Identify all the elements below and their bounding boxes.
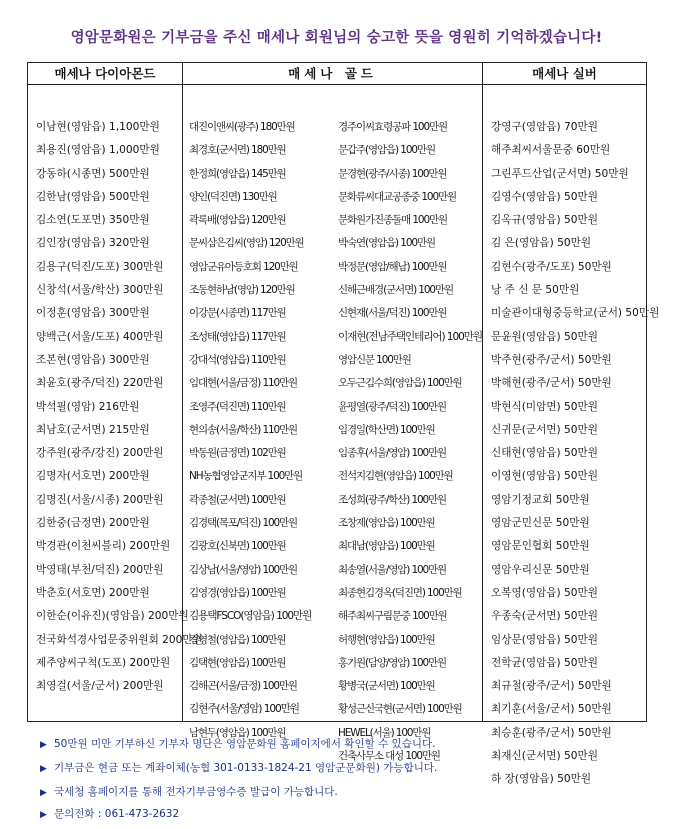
donor-entry: 우종숙(군서면) 50만원 [491, 610, 598, 623]
donor-entry: 김현수(광주/도포) 50만원 [491, 260, 612, 273]
donor-entry: 신현재(서울/덕진) 100만원 [338, 307, 447, 320]
donor-entry: 해주최씨구림문중 100만원 [338, 610, 447, 623]
donor-entry: 임상문(영암읍) 50만원 [491, 633, 598, 646]
triangle-bullet-icon: ▶ [40, 810, 47, 820]
silver-column [483, 63, 660, 786]
donor-entry: 최기훈(서울/군서) 50만원 [491, 703, 612, 716]
donor-entry: 이재현(전남주택인테리어) 100만원 [338, 330, 482, 343]
donor-entry: 영암신문 100만원 [338, 353, 411, 366]
donor-entry: 오복영(영암읍) 50만원 [491, 586, 598, 599]
donor-entry: 황병국(군서면) 100만원 [338, 680, 435, 693]
donor-entry: 김명진(서울/시종) 200만원 [36, 493, 164, 506]
donor-entry: 강동하(시종면) 500만원 [36, 167, 150, 180]
donor-entry: 김소연(도포면) 350만원 [36, 214, 150, 227]
donor-entry: 박석필(영암) 216만원 [36, 400, 140, 413]
donor-entry: 허행현(영암읍) 100만원 [338, 633, 435, 646]
donor-entry: 박춘호(서호면) 200만원 [36, 586, 150, 599]
donor-entry: 최경호(군서면) 180만원 [189, 144, 286, 157]
donor-entry: 황성근신국현(군서면) 100만원 [338, 703, 462, 716]
footnote-text: 기부금은 현금 또는 계좌이체(농협 301-0133-1824-21 영암군문화원) 가능합니다. [54, 762, 438, 774]
donor-entry: 강영구(영암읍) 70만원 [491, 121, 598, 133]
donor-entry: 문화류씨대교공종중 100만원 [338, 190, 457, 203]
donor-entry: 김인장(영암읍) 320만원 [36, 237, 150, 250]
donor-entry: 문씨삼은김씨(영암) 120만원 [189, 237, 304, 250]
donor-entry: 영암우리신문 50만원 [491, 563, 590, 576]
donor-entry: 신창석(서울/학산) 300만원 [36, 284, 164, 297]
donor-entry: 이한순(이유진)(영암읍) 200만원 [36, 610, 189, 623]
donor-entry: 최남호(군서면) 215만원 [36, 423, 150, 436]
donor-entry: 양인(덕진면) 130만원 [189, 190, 277, 203]
donor-entry: 김광호(신북면) 100만원 [189, 540, 286, 553]
donor-entry: 신태현(영암읍) 50만원 [491, 447, 598, 460]
footnote-text: 50만원 미만 기부하신 기부자 명단은 영암문화원 홈페이지에서 확인할 수 있습니다. [54, 738, 436, 750]
donor-entry: 조본현(영암읍) 300만원 [36, 353, 150, 366]
donor-entry: 박현식(미암면) 50만원 [491, 400, 598, 413]
silver-column-title: 매세나 실버 [483, 63, 646, 85]
donor-entry: 이영현(영암읍) 50만원 [491, 470, 598, 483]
donor-entry: 곽록배(영암읍) 120만원 [189, 214, 286, 227]
donor-entry: 낭 주 신 문 50만원 [491, 284, 580, 297]
donor-entry: 제주양씨구척(도포) 200만원 [36, 656, 171, 669]
donor-entry: 박숙연(영암읍) 100만원 [338, 237, 435, 250]
footnote-3 [40, 784, 660, 799]
donor-entry: 박경관(이천씨블리) 200만원 [36, 540, 171, 553]
donor-entry: 양백근(서울/도포) 400만원 [36, 330, 164, 343]
gold-column-title: 매세나 골드 [183, 63, 482, 85]
donor-entry: 강대석(영암읍) 110만원 [189, 353, 286, 366]
donor-entry: 임종후(서울/영암) 100만원 [338, 447, 447, 460]
donor-entry: NH농협영암군지부 100만원 [189, 470, 303, 483]
donor-entry: 임대현(서울/금정) 110만원 [189, 377, 298, 390]
donor-entry: 전국화석경사업문중위원회 200만원 [36, 633, 203, 646]
donor-entry: 김명자(서호면) 200만원 [36, 470, 150, 483]
donor-entry: 박동원(금정면) 102만원 [189, 447, 286, 460]
donor-entry: 최윤호(광주/덕진) 220만원 [36, 377, 164, 390]
gold-donor-list-right [332, 85, 482, 763]
triangle-bullet-icon: ▶ [40, 788, 47, 798]
triangle-bullet-icon: ▶ [40, 740, 47, 750]
donor-entry: HEWEL(서울) 100만원 [338, 726, 431, 739]
donor-entry: 전학균(영암읍) 50만원 [491, 656, 598, 669]
donor-entry: 조성태(영암읍) 117만원 [189, 330, 286, 343]
donor-entry: 박영태(부천/덕진) 200만원 [36, 563, 164, 576]
donor-entry: 하 장(영암읍) 50만원 [491, 773, 592, 786]
donor-entry: 강주원(광주/강진) 200만원 [36, 447, 164, 460]
donor-entry: 김해곤(서울/금정) 100만원 [189, 680, 297, 693]
footnote-4 [40, 806, 660, 821]
donor-entry: 김 은(영암읍) 50만원 [491, 237, 592, 250]
donor-entry: 영암기정교회 50만원 [491, 493, 590, 506]
donor-entry: 김상남(서울/영암) 100만원 [189, 563, 298, 576]
donor-entry: 조창제(영암읍) 100만원 [338, 517, 435, 530]
donor-entry: 영암문인협회 50만원 [491, 540, 590, 553]
donor-entry: 영암군유아등호회 120만원 [189, 260, 298, 273]
donor-entry: 김영수(영암읍) 50만원 [491, 190, 598, 203]
donor-entry: 신해근배경(군서면) 100만원 [338, 284, 454, 297]
donor-entry: 김현주(서울/영암) 100만원 [189, 703, 299, 716]
donor-entry: 최규철(광주/군서) 50만원 [491, 680, 612, 693]
donor-entry: 박정문(영암/해남) 100만원 [338, 260, 447, 273]
donor-entry: 영암군민신문 50만원 [491, 517, 590, 530]
donor-entry: 김영철(영암읍) 100만원 [189, 633, 286, 646]
donor-entry: 김경택(목포/덕진) 100만원 [189, 517, 298, 530]
donor-entry: 문경현(광주/시종) 100만원 [338, 167, 447, 180]
donor-entry: 최영걸(서울/군서) 200만원 [36, 680, 164, 693]
donor-entry: 한정희(영암읍) 145만원 [189, 167, 286, 180]
donor-entry: 김옥규(영암읍) 50만원 [491, 214, 598, 227]
donor-entry: 문갑주(영암읍) 100만원 [338, 144, 435, 157]
donor-entry: 김한남(영암읍) 500만원 [36, 190, 150, 203]
donor-entry: 최송열(서울/영암) 100만원 [338, 563, 447, 576]
donor-entry: 이정훈(영암읍) 300만원 [36, 307, 150, 320]
donor-entry: 해주최씨서울문중 60만원 [491, 144, 611, 157]
donor-entry: 건축사무소 대성 100만원 [338, 750, 440, 763]
donor-entry: 문화원가진종돌매 100만원 [338, 214, 448, 227]
donor-entry: 전석지김현(영암읍) 100만원 [338, 470, 453, 483]
page-headline: 영암문화원은 기부금을 주신 매세나 회원님의 숭고한 뜻을 영원히 기억하겠습니다! [70, 30, 603, 46]
donor-entry: 윤평열(광주/덕진) 100만원 [338, 400, 447, 413]
donor-entry: 문윤원(영암읍) 50만원 [491, 330, 598, 343]
diamond-donor-list [28, 85, 203, 721]
donor-entry: 신귀문(군서면) 50만원 [491, 423, 598, 436]
donor-entry: 최승훈(광주/군서) 50만원 [491, 726, 612, 739]
donor-entry: 박해현(광주/군서) 50만원 [491, 377, 612, 390]
silver-donor-list [483, 85, 660, 786]
donor-entry: 대진이앤씨(광주) 180만원 [189, 121, 295, 133]
donor-entry: 조성희(광주/학산) 100만원 [338, 493, 447, 506]
donor-entry: 조동현하남(영암) 120만원 [189, 284, 295, 297]
donor-entry: 최재신(군서면) 50만원 [491, 750, 598, 763]
triangle-bullet-icon: ▶ [40, 764, 47, 774]
donor-entry: 이강문(시종면) 117만원 [189, 307, 286, 320]
donor-entry: 미술관이대형중등학교(군서) 50만원 [491, 307, 660, 320]
donor-entry: 김용구(덕진/도포) 300만원 [36, 260, 164, 273]
gold-donor-list-left [183, 85, 332, 739]
donor-entry: 김택현(영암읍) 100만원 [189, 656, 286, 669]
diamond-column-title: 매세나 다이아몬드 [28, 63, 182, 85]
donor-entry: 남현두(영암읍) 100만원 [189, 726, 286, 739]
donor-entry: 오두근김수희(영암읍) 100만원 [338, 377, 462, 390]
donor-entry: 홍기원(담양/영암) 100만원 [338, 656, 447, 669]
donor-entry: 조영주(덕진면) 110만원 [189, 400, 286, 413]
footnote-text: 국세청 홈페이지를 통해 전자기부금영수증 발급이 가능합니다. [54, 786, 338, 798]
diamond-column [28, 63, 203, 721]
donor-entry: 박주현(광주/군서) 50만원 [491, 353, 612, 366]
donor-entry: 김한중(금정면) 200만원 [36, 517, 150, 530]
donor-entry: 이남현(영암읍) 1,100만원 [36, 121, 160, 133]
footnote-1 [40, 736, 660, 751]
donor-entry: 최종현김경옥(덕진면) 100만원 [338, 586, 462, 599]
donor-entry: 김용택FSCO(영암읍) 100만원 [189, 610, 312, 623]
donor-entry: 곽종철(군서면) 100만원 [189, 493, 286, 506]
footnote-text: 문의전화 : 061-473-2632 [54, 808, 180, 820]
donor-entry: 그린푸드산업(군서면) 50만원 [491, 167, 629, 180]
donor-entry: 경주이씨효령공파 100만원 [338, 121, 448, 133]
donor-entry: 임경일(학산면) 100만원 [338, 423, 435, 436]
donor-entry: 최용진(영암읍) 1,000만원 [36, 144, 160, 157]
donor-entry: 김영경(영암읍) 100만원 [189, 586, 286, 599]
donor-entry: 현의송(서울/학산) 110만원 [189, 423, 298, 436]
footnote-2 [40, 760, 660, 775]
donor-entry: 최대남(영암읍) 100만원 [338, 540, 435, 553]
